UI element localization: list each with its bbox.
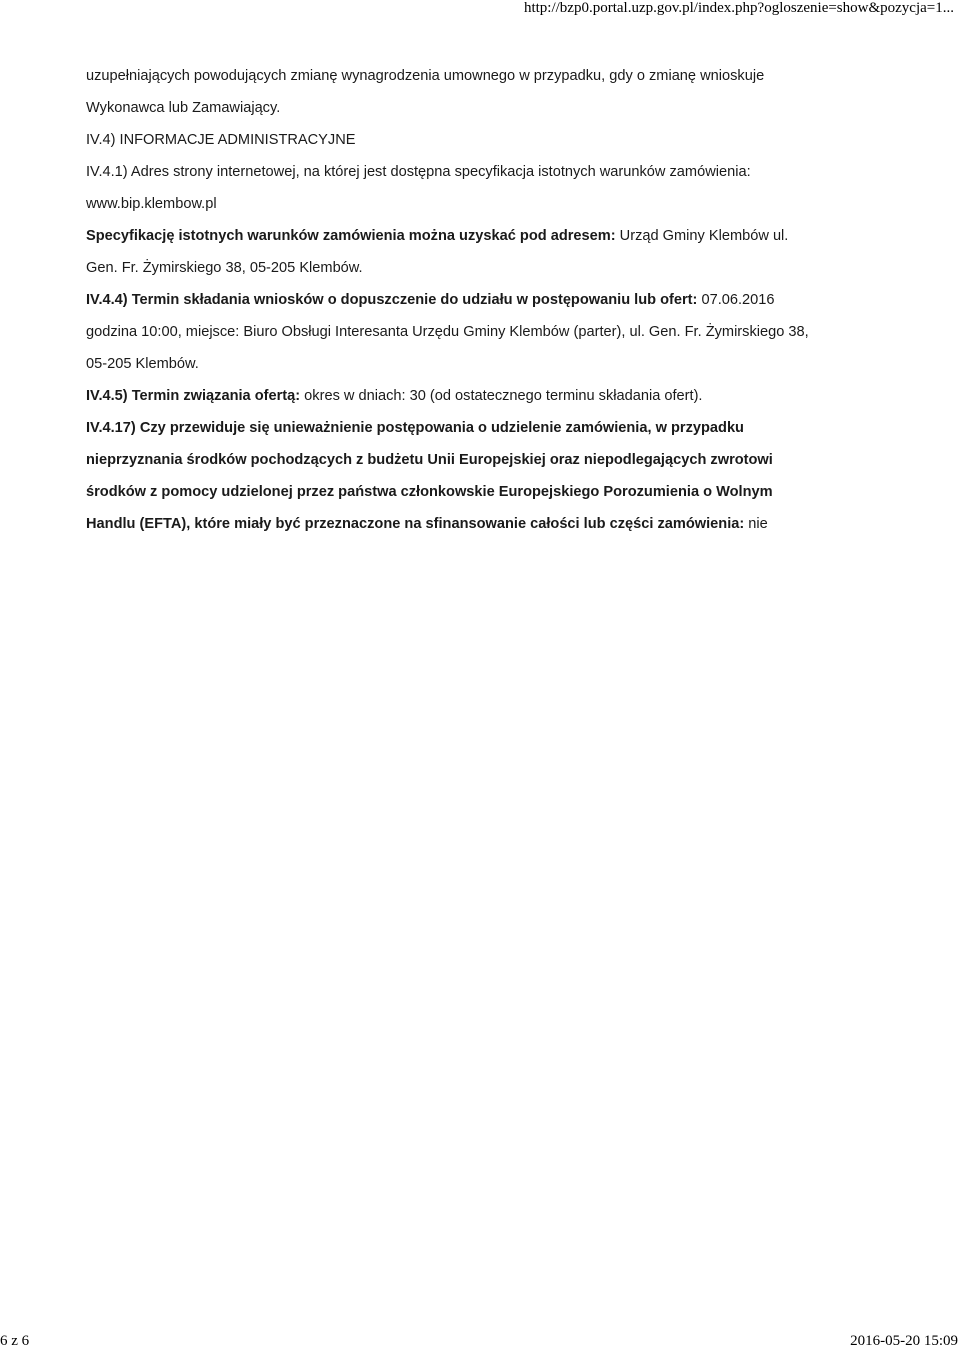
field-value: nie: [744, 516, 768, 532]
field-label: Handlu (EFTA), które miały być przeznaczone na sfinansowanie całości lub części zamówienia:: [86, 516, 745, 532]
print-timestamp: 2016-05-20 15:09: [850, 1333, 958, 1349]
text-line: IV.4.17) Czy przewiduje się unieważnienie postępowania o udzielenie zamówienia, w przypadku: [86, 420, 744, 436]
text-line: Wykonawca lub Zamawiający.: [86, 100, 281, 116]
field-label: IV.4.5) Termin związania ofertą:: [86, 388, 301, 404]
text-line: [86, 284, 906, 316]
text-line: [86, 220, 906, 252]
website-address: www.bip.klembow.pl: [86, 196, 217, 212]
text-line: 05-205 Klembów.: [86, 356, 199, 372]
text-line: IV.4.1) Adres strony internetowej, na której jest dostępna specyfikacja istotnych warunków zamówienia:: [86, 164, 751, 180]
notice-content: [86, 60, 906, 540]
text-line: środków z pomocy udzielonej przez państwa członkowskie Europejskiego Porozumienia o Wolnym: [86, 484, 773, 500]
text-line: [86, 508, 906, 540]
print-header-url: http://bzp0.portal.uzp.gov.pl/index.php?ogloszenie=show&pozycja=1...: [523, 0, 954, 16]
text-line: godzina 10:00, miejsce: Biuro Obsługi Interesanta Urzędu Gminy Klembów (parter), ul. Gen. Fr. Żymirskiego 38,: [86, 324, 809, 340]
field-value: okres w dniach: 30 (od ostatecznego terminu składania ofert).: [300, 388, 703, 404]
field-label: IV.4.4) Termin składania wniosków o dopuszczenie do udziału w postępowaniu lub ofert:: [86, 292, 698, 308]
field-value: Urząd Gminy Klembów ul.: [615, 228, 789, 244]
page-number: 6 z 6: [0, 1333, 30, 1349]
text-line: uzupełniających powodujących zmianę wynagrodzenia umownego w przypadku, gdy o zmianę wnioskuje: [86, 68, 765, 84]
field-value: 07.06.2016: [697, 292, 775, 308]
field-label: Specyfikację istotnych warunków zamówienia można uzyskać pod adresem:: [86, 228, 616, 244]
text-line: Gen. Fr. Żymirskiego 38, 05-205 Klembów.: [86, 260, 363, 276]
text-line: nieprzyznania środków pochodzących z budżetu Unii Europejskiej oraz niepodlegających zwrotowi: [86, 452, 773, 468]
text-line: [86, 380, 906, 412]
section-heading: IV.4) INFORMACJE ADMINISTRACYJNE: [86, 132, 356, 148]
